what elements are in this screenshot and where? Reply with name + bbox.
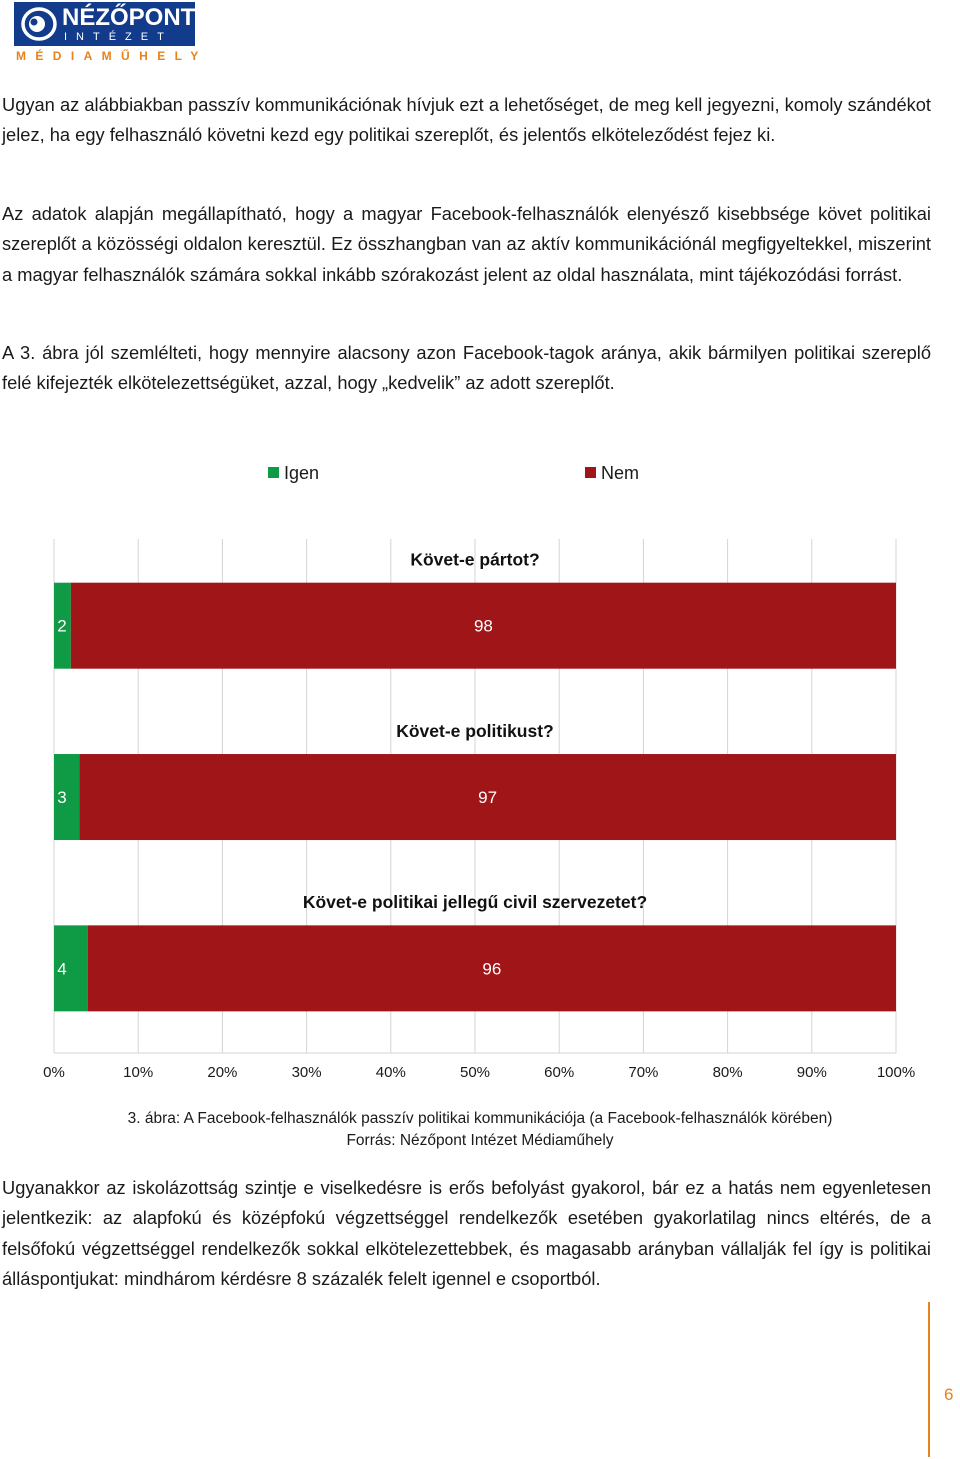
x-tick-label: 100%	[876, 1064, 916, 1081]
x-tick-label: 30%	[291, 1064, 322, 1081]
paragraph-1: Ugyan az alábbiakban passzív kommunikációnak hívjuk ezt a lehetőséget, de meg kell jegyezni, komoly szándékot jelez, ha egy felhasználó követni kezd egy politikai szereplőt, és jelentős elköteleződést fejez ki.	[2, 94, 931, 146]
legend-swatch-nem	[585, 467, 596, 478]
x-tick-label: 50%	[459, 1064, 491, 1081]
logo	[14, 2, 208, 64]
figure-source: Forrás: Nézőpont Intézet Médiaműhely	[346, 1132, 614, 1149]
logo-subtitle: INTÉZET	[64, 31, 173, 43]
paragraph-3: A 3. ábra jól szemlélteti, hogy mennyire alacsony azon Facebook-tagok aránya, akik bármilyen politikai szereplő felé kifejezték elkötelezettségüket, azzal, hogy „kedvelik” az adott szereplőt.	[2, 342, 931, 394]
x-tick-label: 60%	[544, 1064, 575, 1081]
x-tick-label: 10%	[123, 1064, 154, 1081]
category-label: Követ-e pártot?	[410, 549, 540, 570]
paragraph-2: Az adatok alapján megállapítható, hogy a magyar Facebook-felhasználók elenyésző kisebbsége követ politikai szereplőt a közösségi oldalon keresztül. Ez összhangban van az aktív kommunikációnál megfigyeltekkel, miszerint a magyar felhasználók számára sokkal inkább szórakozást jelent az oldal használata, mint tájékozódási forrást.	[2, 203, 931, 285]
category-label: Követ-e politikust?	[396, 720, 554, 741]
legend-label-igen: Igen	[284, 463, 320, 483]
legend-swatch-igen	[268, 467, 279, 478]
category-label: Követ-e politikai jellegű civil szervezetet?	[302, 892, 648, 913]
data-label: 3	[57, 788, 67, 808]
data-label: 98	[473, 616, 493, 636]
logo-media: MÉDIAMŰHELY	[16, 49, 208, 63]
data-label: 2	[57, 616, 67, 636]
figure-caption: 3. ábra: A Facebook-felhasználók passzív politikai kommunikációja (a Facebook-felhasználók körében)	[127, 1110, 833, 1127]
x-tick-label: 70%	[628, 1064, 659, 1081]
eye-icon	[21, 7, 57, 41]
paragraph-4: Ugyanakkor az iskolázottság szintje e viselkedésre is erős befolyást gyakorol, bár ez a hatás nem egyenletesen jelentkezik: az alapfokú és középfokú végzettséggel rendelkezők esetében gyakorlatilag nincs eltérés, de a felsőfokú végzettséggel rendelkezők sokkal elkötelezettebbek, és magasabb arányban vállalják fel így is politikai álláspontjukat: mindhárom kérdésre 8 százalék felelt igennel e csoportból.	[2, 1177, 931, 1290]
x-tick-label: 90%	[796, 1064, 827, 1081]
page-margin-line	[928, 1302, 930, 1457]
legend-label-nem: Nem	[601, 463, 640, 483]
x-tick-label: 80%	[712, 1064, 743, 1081]
stacked-bar-chart	[0, 445, 960, 1095]
data-label: 97	[478, 788, 498, 808]
page-number: 6	[944, 1385, 954, 1404]
data-label: 4	[57, 959, 67, 979]
x-tick-label: 40%	[375, 1064, 406, 1081]
x-tick-label: 20%	[207, 1064, 238, 1081]
logo-name: NÉZŐPONT	[62, 4, 196, 31]
x-tick-label: 0%	[43, 1064, 65, 1081]
data-label: 96	[482, 959, 502, 979]
